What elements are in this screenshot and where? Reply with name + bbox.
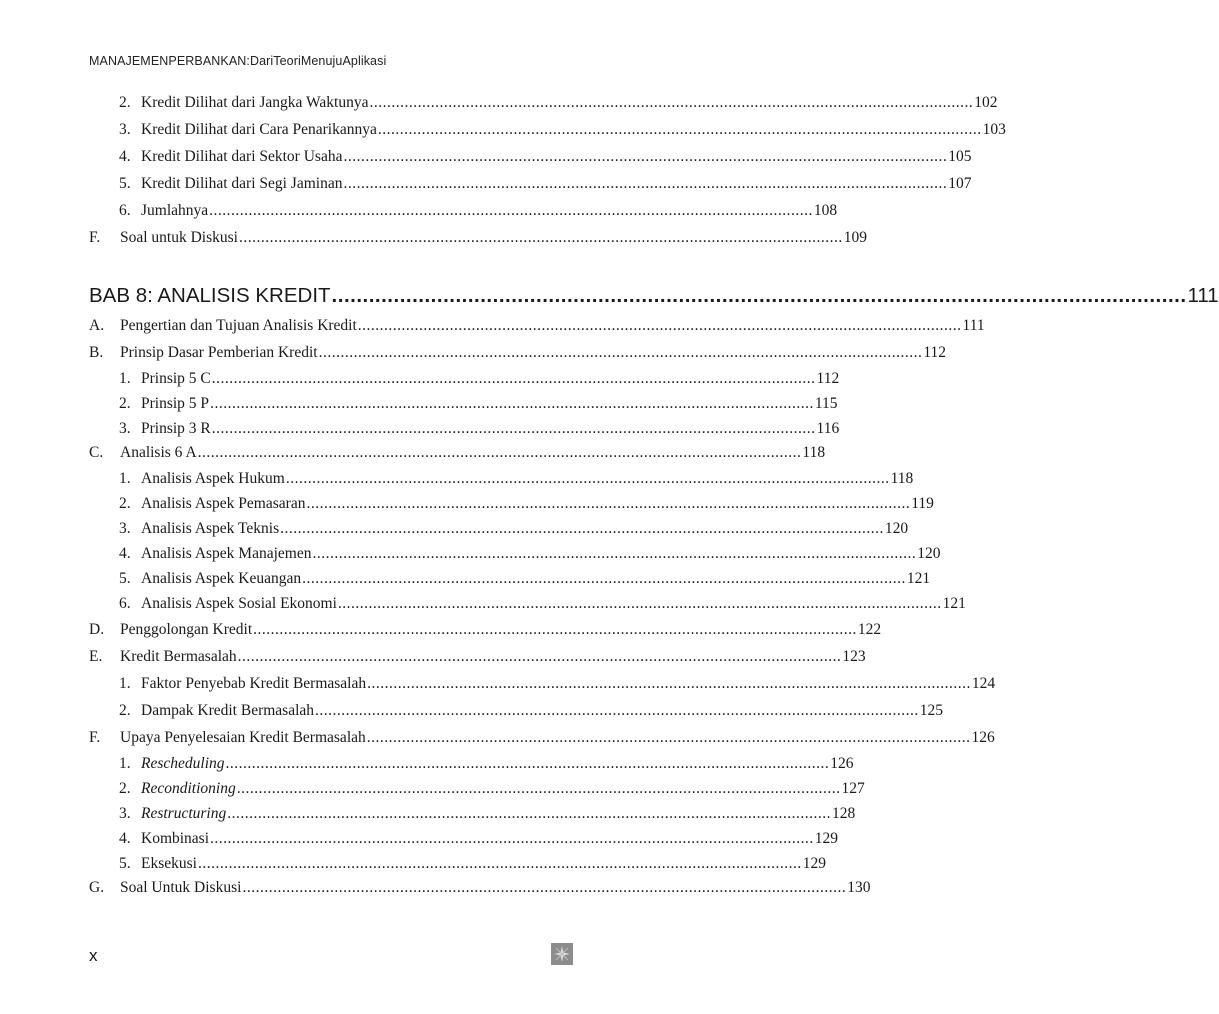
toc-entry-title: Prinsip 5 C (141, 370, 211, 387)
dot-leader: .......................................................................................................................................... (211, 370, 816, 387)
dot-leader: .......................................................................................................................................... (337, 595, 942, 612)
running-header: MANAJEMENPERBANKAN:DariTeoriMenujuAplikasi (89, 54, 387, 68)
toc-entry (119, 518, 909, 540)
toc-entry (119, 173, 972, 195)
toc-entry (119, 673, 996, 695)
toc-entry-page: 116 (816, 420, 840, 437)
toc-entry-number: C. (89, 444, 104, 461)
toc-entry-page: 121 (942, 595, 966, 612)
dot-leader: .......................................................................................................................................... (366, 729, 971, 746)
toc-entry (119, 393, 838, 415)
dot-leader: .......................................................................................................................................... (237, 648, 842, 665)
toc-entry-page: 127 (841, 780, 865, 797)
dot-leader: .......................................................................................................................................... (312, 545, 917, 562)
toc-entry-number: 3. (119, 520, 131, 537)
dot-leader: .......................................................................................................................................... (318, 344, 923, 361)
dot-leader: .......................................................................................................................................... (211, 420, 816, 437)
dot-leader: .......................................................................................................................................... (210, 830, 814, 847)
toc-entry-title: Analisis Aspek Hukum (141, 470, 285, 487)
toc-entry-number: 4. (119, 148, 131, 165)
toc-entry-page: 123 (842, 648, 866, 665)
dot-leader: .......................................................................................................................................... (369, 94, 974, 111)
toc-entry (119, 853, 826, 875)
dot-leader: .......................................................................................................................................... (197, 444, 802, 461)
toc-entry-title: Soal untuk Diskusi (120, 229, 238, 246)
toc-entry-page: 103 (982, 121, 1006, 138)
toc-entry (119, 119, 1006, 141)
toc-entry-title: Analisis Aspek Pemasaran (141, 495, 306, 512)
toc-entry-title: Analisis 6 A (120, 444, 197, 461)
dot-leader: .......................................................................................................................................... (306, 495, 911, 512)
page-number: x (89, 946, 98, 965)
toc-entry-number: D. (89, 621, 105, 638)
toc-entry (89, 619, 882, 641)
toc-entry-number: 6. (119, 202, 131, 219)
toc-entry (89, 315, 985, 337)
toc-entry-page: 105 (948, 148, 972, 165)
toc-entry-page: 120 (884, 520, 909, 537)
toc-entry-page: 128 (832, 805, 856, 822)
dot-leader: .......................................................................................................................................... (236, 780, 841, 797)
toc-entry-title: Analisis Aspek Teknis (141, 520, 280, 537)
toc-entry (89, 877, 871, 899)
dot-leader: .......................................................................................................................................... (209, 202, 813, 219)
toc-entry-title: Restructuring (141, 805, 227, 822)
toc-entry-page: 119 (911, 495, 934, 512)
dot-leader: .......................................................................................................................................... (285, 470, 890, 487)
dot-leader: .......................................................................................................................................... (238, 229, 843, 246)
toc-entry-page: 129 (802, 855, 826, 872)
toc-entry-title: Prinsip Dasar Pemberian Kredit (120, 344, 318, 361)
toc-entry-page: 130 (847, 879, 871, 896)
toc-entry-number: 1. (119, 755, 131, 772)
toc-entry-number: 6. (119, 595, 131, 612)
toc-entry-title: Reconditioning (141, 780, 236, 797)
toc-entry (119, 753, 854, 775)
toc-entry-number: 3. (119, 121, 131, 138)
toc-entry-title: Kombinasi (141, 830, 210, 847)
dot-leader: .......................................................................................................................................... (280, 520, 884, 537)
dot-leader: .......................................................................................................................................... (367, 675, 971, 692)
toc-entry-number: 1. (119, 470, 131, 487)
toc-entry (119, 700, 944, 722)
toc-entry-number: 2. (119, 495, 131, 512)
dot-leader: .......................................................................................................................................... (242, 879, 847, 896)
toc-entry-number: 4. (119, 545, 131, 562)
toc-entry-number: 2. (119, 780, 131, 797)
toc-entry-number: 3. (119, 420, 131, 437)
toc-entry-number: 1. (119, 675, 131, 692)
toc-entry-number: 5. (119, 570, 131, 587)
toc-entry-number: 1. (119, 370, 131, 387)
toc-entry-number: 4. (119, 830, 131, 847)
toc-entry-page: 125 (919, 702, 944, 719)
toc-entry-page: 118 (890, 470, 914, 487)
toc-entry (119, 493, 934, 515)
toc-entry-page: 108 (813, 202, 838, 219)
toc-entry (89, 342, 947, 364)
toc-entry-title: Jumlahnya (141, 202, 209, 219)
toc-entry-page: 122 (857, 621, 882, 638)
toc-entry-title: Kredit Dilihat dari Jangka Waktunya (141, 94, 369, 111)
toc-entry-title: Penggolongan Kredit (120, 621, 253, 638)
toc-entry (89, 727, 995, 749)
toc-entry-title: Prinsip 5 P (141, 395, 210, 412)
toc-entry (119, 803, 856, 825)
chapter-page: 111 (1187, 284, 1219, 307)
toc-entry-number: 2. (119, 395, 131, 412)
chapter-title: BAB 8: ANALISIS KREDIT (89, 284, 331, 307)
toc-entry-page: 107 (948, 175, 972, 192)
toc-entry-title: Soal Untuk Diskusi (120, 879, 242, 896)
toc-entry-page: 120 (917, 545, 941, 562)
toc-entry-page: 109 (843, 229, 867, 246)
dot-leader: .......................................................................................................................................... (302, 570, 906, 587)
toc-entry-number: 5. (119, 175, 131, 192)
toc-entry (119, 778, 865, 800)
toc-entry-number: F. (89, 729, 101, 746)
toc-entry-number: B. (89, 344, 104, 361)
dot-leader: .......................................................................................................................................... (377, 121, 982, 138)
dot-leader: .......................................................................................................................................... (315, 702, 919, 719)
toc-entry-number: 2. (119, 702, 131, 719)
toc-entry-title: Dampak Kredit Bermasalah (141, 702, 315, 719)
toc-entry (119, 92, 998, 114)
toc-entry-number: 3. (119, 805, 131, 822)
chapter-heading (89, 282, 1219, 310)
toc-entry-page: 129 (814, 830, 839, 847)
toc-entry-page: 121 (906, 570, 931, 587)
dot-leader: .......................................................................................................................................... (227, 805, 831, 822)
dot-leader: .......................................................................................................................................... (357, 317, 962, 334)
dot-leader: .......................................................................................................................................... (225, 755, 830, 772)
toc-entry (119, 568, 931, 590)
toc-entry-page: 102 (974, 94, 998, 111)
toc-entry (119, 418, 840, 440)
toc-entry-page: 112 (923, 344, 947, 361)
toc-entry-number: A. (89, 317, 105, 334)
toc-entry-title: Analisis Aspek Sosial Ekonomi (141, 595, 337, 612)
toc-entry-title: Kredit Bermasalah (120, 648, 237, 665)
toc-entry-title: Analisis Aspek Manajemen (141, 545, 312, 562)
toc-entry-title: Pengertian dan Tujuan Analisis Kredit (120, 317, 357, 334)
toc-entry-number: 5. (119, 855, 131, 872)
dot-leader: .......................................................................................................................................... (343, 175, 948, 192)
toc-entry-title: Analisis Aspek Keuangan (141, 570, 302, 587)
toc-entry-page: 126 (830, 755, 854, 772)
toc-entry-number: E. (89, 648, 103, 665)
toc-entry-title: Kredit Dilihat dari Cara Penarikannya (141, 121, 377, 138)
toc-entry-number: F. (89, 229, 101, 246)
toc-entry-title: Faktor Penyebab Kredit Bermasalah (141, 675, 367, 692)
toc-entry (89, 646, 866, 668)
toc-entry-page: 112 (816, 370, 840, 387)
toc-entry (119, 828, 839, 850)
toc-entry (89, 442, 826, 464)
toc-entry (119, 543, 941, 565)
toc-entry-number: 2. (119, 94, 131, 111)
toc-entry (119, 146, 972, 168)
toc-entry (119, 200, 838, 222)
dot-leader: .......................................................................................................................................... (210, 395, 814, 412)
toc-entry (119, 468, 914, 490)
dot-leader: .......................................................................................................................................... (253, 621, 857, 638)
toc-entry-page: 111 (962, 317, 985, 334)
toc-entry-page: 118 (802, 444, 826, 461)
toc-entry (119, 368, 840, 390)
toc-entry-page: 124 (971, 675, 996, 692)
toc-entry-title: Upaya Penyelesaian Kredit Bermasalah (120, 729, 366, 746)
toc-entry-title: Kredit Dilihat dari Segi Jaminan (141, 175, 343, 192)
toc-entry-title: Kredit Dilihat dari Sektor Usaha (141, 148, 343, 165)
toc-entry-title: Prinsip 3 R (141, 420, 211, 437)
toc-entry-title: Eksekusi (141, 855, 197, 872)
publisher-logo-icon (551, 943, 573, 965)
dot-leader: .......................................................................................................................................... (343, 148, 948, 165)
toc-entry (89, 227, 867, 249)
toc-entry (119, 593, 966, 615)
toc-entry-number: G. (89, 879, 105, 896)
dot-leader: .......................................................................................................................................... (331, 284, 1187, 307)
toc-entry-title: Rescheduling (141, 755, 225, 772)
dot-leader: .......................................................................................................................................... (197, 855, 802, 872)
toc-entry-page: 115 (814, 395, 838, 412)
toc-entry-page: 126 (971, 729, 995, 746)
